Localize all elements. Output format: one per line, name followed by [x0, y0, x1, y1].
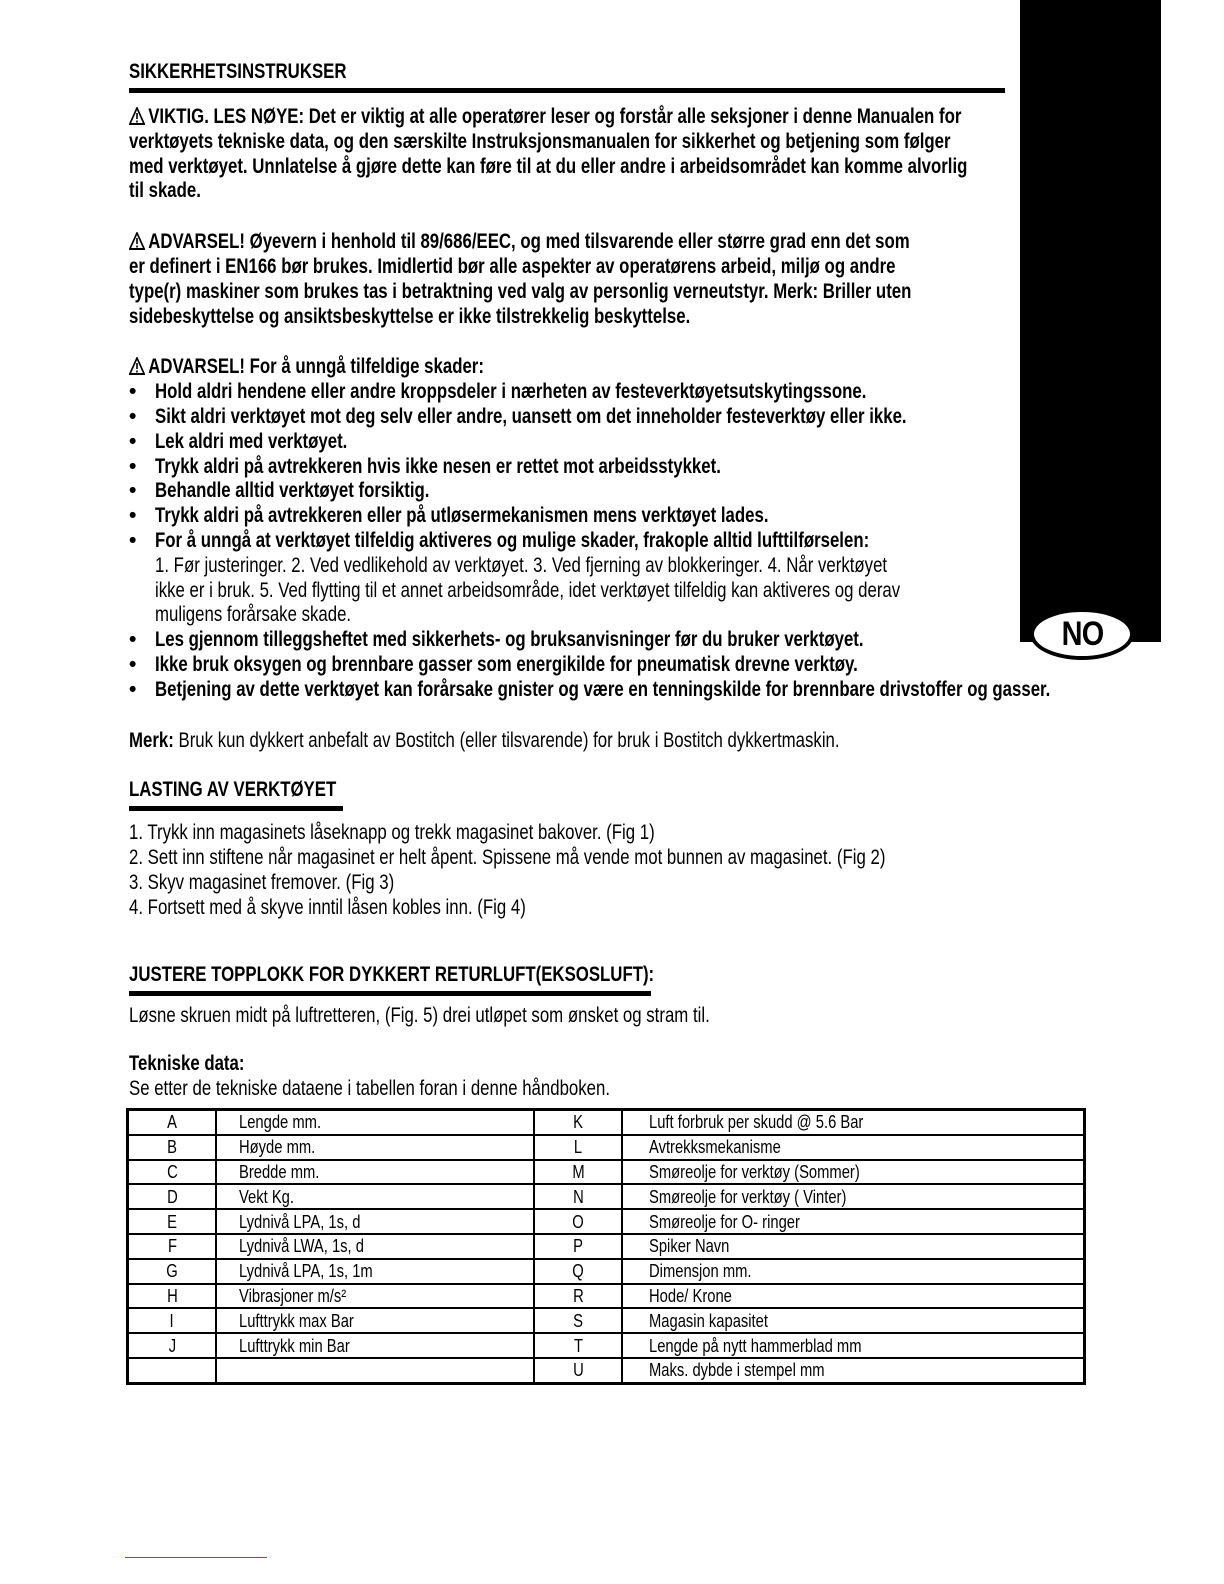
table-row: [128, 1333, 1085, 1358]
table-cell-desc2: Spiker Navn: [622, 1234, 1085, 1259]
table-row: [128, 1259, 1085, 1284]
table-row: [128, 1358, 1085, 1383]
table-cell-code2: O: [534, 1209, 622, 1234]
note: Merk: Bruk kun dykkert anbefalt av Bostitch (eller tilsvarende) for bruk i Bostitch dykkertmaskin.: [129, 728, 840, 752]
exhaust-section: [129, 963, 1089, 1029]
table-cell-code: J: [128, 1333, 217, 1358]
table-row: [128, 1135, 1085, 1160]
table-cell-desc: Lengde mm.: [216, 1110, 534, 1135]
table-cell-code: G: [128, 1259, 217, 1284]
list-item: • Trykk aldri på avtrekkeren hvis ikke nesen er rettet mot arbeidsstykket.: [129, 454, 721, 478]
footnote-rule: [125, 1557, 267, 1558]
tech-data: [129, 1052, 1089, 1102]
table-cell-desc: Lufttrykk min Bar: [216, 1333, 534, 1358]
list-item: • Les gjennom tilleggsheftet med sikkerhets- og bruksanvisninger før du bruker verktøyet.: [129, 628, 864, 652]
warning-icon: [129, 357, 145, 375]
table-cell-code2: M: [534, 1160, 622, 1185]
table-cell-desc: Lydnivå LPA, 1s, 1m: [216, 1259, 534, 1284]
loading-section: [129, 778, 1089, 920]
table-row: [128, 1160, 1085, 1185]
list-item: • Hold aldri hendene eller andre kroppsdeler i nærheten av festeverktøyetsutskytingssone.: [129, 380, 867, 404]
list-item: 4. Fortsett med å skyve inntil låsen kobles inn. (Fig 4): [129, 895, 526, 919]
table-cell-desc: Bredde mm.: [216, 1160, 534, 1185]
list-item: • Lek aldri med verktøyet.: [129, 429, 348, 453]
list-item: • Ikke bruk oksygen og brennbare gasser som energikilde for pneumatisk drevne verktøy.: [129, 652, 858, 676]
tech-data-text: Se etter de tekniske dataene i tabellen foran i denne håndboken.: [129, 1077, 611, 1101]
exhaust-heading: JUSTERE TOPPLOKK FOR DYKKERT RETURLUFT(EKSOSLUFT):: [129, 962, 655, 986]
warning-icon: [129, 232, 145, 250]
table-cell-desc: Vekt Kg.: [216, 1184, 534, 1209]
table-cell-desc2: Magasin kapasitet: [622, 1308, 1085, 1333]
heading-rule: [129, 806, 343, 811]
list-item: • Betjening av dette verktøyet kan forårsake gnister og være en tenningskilde for brennbare drivstoffer og gasser.: [129, 677, 1051, 701]
heading-rule: [129, 88, 1005, 93]
tech-data-label: Tekniske data:: [129, 1052, 245, 1076]
table-cell-code: A: [128, 1110, 217, 1135]
table-cell-code: I: [128, 1308, 217, 1333]
disconnect-steps: 1. Før justeringer. 2. Ved vedlikehold av verktøyet. 3. Ved fjerning av blokkeringer. 4. Når verktøyet ikke er i bruk. 5. Ved flytting til et annet arbeidsområde, idet verktøyet tilfeldig kan aktiveres og derav muligens forårsake skade.: [155, 553, 901, 627]
table-cell-desc: Lydnivå LPA, 1s, d: [216, 1209, 534, 1234]
table-cell-code2: Q: [534, 1259, 622, 1284]
loading-heading: LASTING AV VERKTØYET: [129, 778, 337, 802]
heading-rule: [129, 991, 651, 996]
table-cell-desc2: Maks. dybde i stempel mm: [622, 1358, 1085, 1383]
table-cell-desc2: Hode/ Krone: [622, 1284, 1085, 1309]
table-cell-desc2: Smøreolje for verktøy ( Vinter): [622, 1184, 1085, 1209]
list-item: 3. Skyv magasinet fremover. (Fig 3): [129, 870, 395, 894]
language-badge: NO: [1030, 608, 1134, 660]
table-cell-desc2: Smøreolje for verktøy (Sommer): [622, 1160, 1085, 1185]
table-cell-desc2: Lengde på nytt hammerblad mm: [622, 1333, 1085, 1358]
table-cell-code2: P: [534, 1234, 622, 1259]
table-cell-code2: N: [534, 1184, 622, 1209]
safety-heading: SIKKERHETSINSTRUKSER: [129, 60, 347, 83]
table-row: [128, 1284, 1085, 1309]
table-cell-code2: S: [534, 1308, 622, 1333]
safety-section: [129, 60, 1089, 93]
list-item: • Trykk aldri på avtrekkeren eller på utløsermekanismen mens verktøyet lades.: [129, 504, 769, 528]
table-cell-desc: Vibrasjoner m/s²: [216, 1284, 534, 1309]
table-cell-code: D: [128, 1184, 217, 1209]
table-cell-code: B: [128, 1135, 217, 1160]
table-cell-desc2: Smøreolje for O- ringer: [622, 1209, 1085, 1234]
table-row: [128, 1209, 1085, 1234]
table-cell-desc2: Luft forbruk per skudd @ 5.6 Bar: [622, 1110, 1085, 1135]
list-item: 1. Trykk inn magasinets låseknapp og trekk magasinet bakover. (Fig 1): [129, 821, 655, 845]
table-cell-desc: Lydnivå LWA, 1s, d: [216, 1234, 534, 1259]
table-cell-code2: L: [534, 1135, 622, 1160]
injury-warning: ADVARSEL! For å unngå tilfeldige skader: • Hold aldri hendene eller andre kroppsdeler i nærheten av festeverktøyetsutskytingssone. • Sikt aldri verktøyet mot deg selv eller andre, uansett om det inneholder festeverktøy eller ikke. • Lek aldri med verktøyet. • Trykk aldri på avtrekkeren hvis ikke nesen er rettet mot arbeidsstykket. • Behandle alltid verktøyet forsiktig. • Trykk aldri på avtrekkeren eller på utløsermekanismen mens verktøyet lades. • For å unngå at verktøyet tilfeldig aktiveres og mulige skader, frakople alltid lufttilførselen: 1. Før justeringer. 2. Ved vedlikehold av verktøyet. 3. Ved fjerning av blokkeringer. 4. Når verktøyet ikke er i bruk. 5. Ved flytting til et annet arbeidsområde, idet verktøyet tilfeldig kan aktiveres og derav muligens forårsake skade. • Les gjennom tilleggsheftet med sikkerhets- og bruksanvisninger før du bruker verktøyet. • Ikke bruk oksygen og brennbare gasser som energikilde for pneumatisk drevne verktøy. • Betjening av dette verktøyet kan forårsake gnister og være en tenningskilde for brennbare drivstoffer og gasser.: [129, 355, 1089, 702]
eye-protection-warning: ADVARSEL! Øyevern i henhold til 89/686/EEC, og med tilsvarende eller større grad enn det som er definert i EN166 bør brukes. Imidlertid bør alle aspekter av operatørens arbeid, miljø og andre type(r) maskiner som brukes tas i betraktning ved valg av personlig verneutstyr. Merk: Briller uten sidebeskyttelse og ansiktsbeskyttelse er ikke tilstrekkelig beskyttelse.: [129, 230, 912, 328]
table-cell-code2: R: [534, 1284, 622, 1309]
table-cell-desc2: Avtrekksmekanisme: [622, 1135, 1085, 1160]
table-row: [128, 1234, 1085, 1259]
table-cell-code: H: [128, 1284, 217, 1309]
table-cell-code2: K: [534, 1110, 622, 1135]
spec-table: [126, 1108, 1086, 1385]
table-row: [128, 1184, 1085, 1209]
exhaust-text: Løsne skruen midt på luftretteren, (Fig. 5) drei utløpet som ønsket og stram til.: [129, 1003, 710, 1027]
table-row: [128, 1308, 1085, 1333]
warning-icon: [129, 107, 145, 125]
table-cell-code: E: [128, 1209, 217, 1234]
table-row: [128, 1110, 1085, 1135]
list-item: 2. Sett inn stiftene når magasinet er helt åpent. Spissene må vende mot bunnen av magasinet. (Fig 2): [129, 846, 886, 870]
table-cell-desc: [216, 1358, 534, 1383]
table-cell-code: C: [128, 1160, 217, 1185]
note-label: Merk:: [129, 728, 174, 752]
table-cell-desc: Lufttrykk max Bar: [216, 1308, 534, 1333]
table-cell-code2: U: [534, 1358, 622, 1383]
table-cell-code: F: [128, 1234, 217, 1259]
table-cell-code2: T: [534, 1333, 622, 1358]
table-cell-desc2: Dimensjon mm.: [622, 1259, 1085, 1284]
important-paragraph: VIKTIG. LES NØYE: Det er viktig at alle operatører leser og forstår alle seksjoner i denne Manualen for verktøyets tekniske data, og den særskilte Instruksjonsmanualen for sikkerhet og betjening som følger med verktøyet. Unnlatelse å gjøre dette kan føre til at du eller andre i arbeidsområdet kan komme alvorlig til skade.: [129, 105, 968, 203]
page-content: [129, 60, 1089, 1102]
list-item: • Behandle alltid verktøyet forsiktig.: [129, 479, 430, 503]
table-cell-code: [128, 1358, 217, 1383]
list-item: • For å unngå at verktøyet tilfeldig aktiveres og mulige skader, frakople alltid lufttilførselen:: [129, 528, 870, 552]
table-cell-desc: Høyde mm.: [216, 1135, 534, 1160]
list-item: • Sikt aldri verktøyet mot deg selv eller andre, uansett om det inneholder festeverktøy eller ikke.: [129, 404, 907, 428]
